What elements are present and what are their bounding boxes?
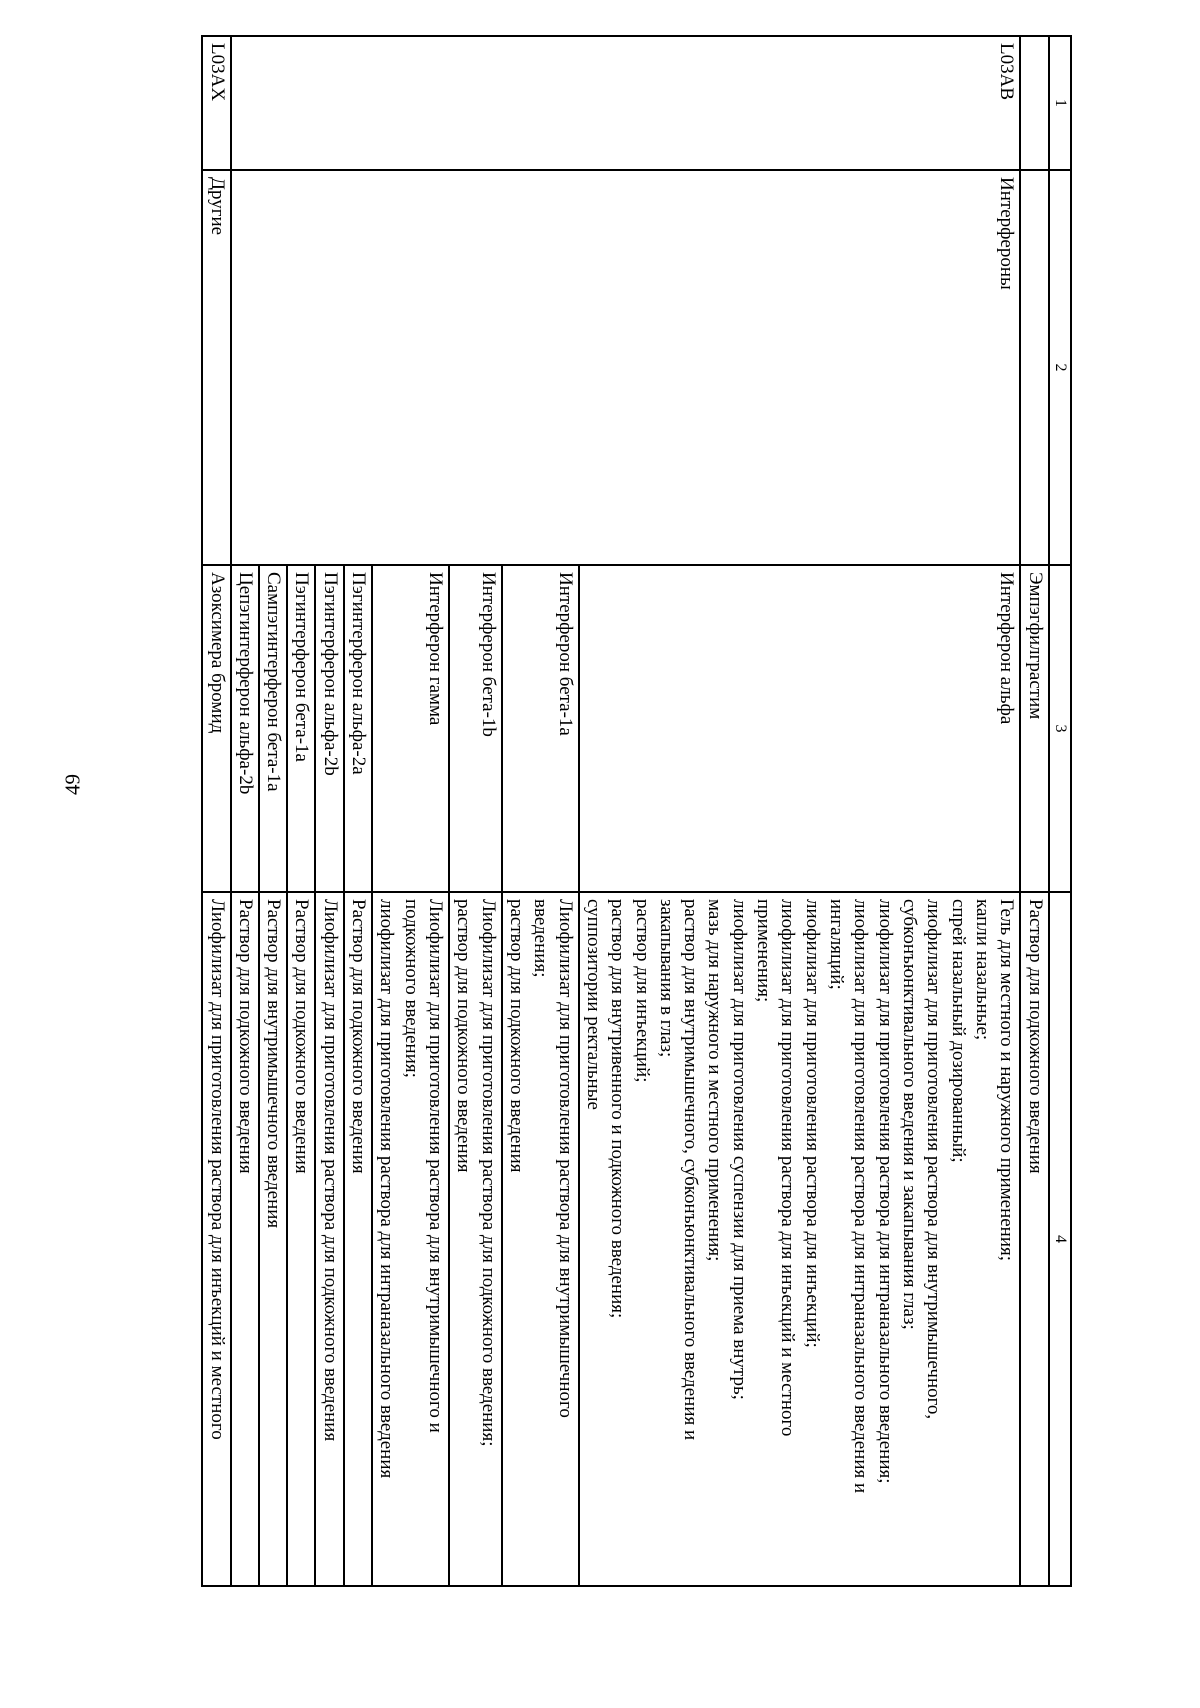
form-line: лиофилизат для приготовления суспензии для приема внутрь; bbox=[728, 899, 750, 1400]
header-col-2: 2 bbox=[1049, 170, 1071, 565]
form-line: Раствор для подкожного введения bbox=[1024, 899, 1046, 1174]
header-row bbox=[1049, 36, 1071, 1586]
form-line: Раствор для подкожного введения bbox=[234, 899, 256, 1174]
header-col-1: 1 bbox=[1049, 36, 1071, 170]
form-line: Гель для местного и наружного применения; bbox=[996, 899, 1018, 1262]
substance-cell: Интерферон гамма bbox=[372, 565, 449, 892]
form-line: лиофилизат для приготовления раствора для инъекций и местного bbox=[777, 899, 799, 1437]
substance-cell: Интерферон бета-1b bbox=[449, 565, 502, 892]
substance-cell: Азоксимера бромид bbox=[202, 565, 230, 892]
form-line: раствор для подкожного введения bbox=[505, 899, 527, 1173]
form-line: подкожного введения; bbox=[400, 899, 422, 1078]
form-line: раствор для внутримышечного, субконъюнктивального введения и bbox=[680, 899, 702, 1441]
form-line: суппозитории ректальные bbox=[582, 899, 604, 1110]
substance-cell: Пэгинтерферон альфа-2a bbox=[344, 565, 372, 892]
group-cell: Интерфероны bbox=[231, 170, 1021, 565]
table-row bbox=[202, 36, 230, 1586]
form-line: Раствор для подкожного введения bbox=[291, 899, 313, 1174]
substance-cell: Эмпэгфилграстим bbox=[1020, 565, 1048, 892]
page-number: 49 bbox=[60, 774, 85, 795]
substance-cell: Пэгинтерферон альфа-2b bbox=[315, 565, 343, 892]
form-line: Лиофилизат для приготовления раствора для внутримышечного и bbox=[425, 899, 447, 1433]
form-line: лиофилизат для приготовления раствора для интраназального введения bbox=[376, 899, 398, 1479]
form-line: лиофилизат для приготовления раствора для интраназального введения; bbox=[874, 899, 896, 1484]
form-line: ингаляций; bbox=[826, 899, 848, 990]
group-cell bbox=[1020, 170, 1048, 565]
form-line: Лиофилизат для приготовления раствора для подкожного введения bbox=[319, 899, 341, 1442]
substance-cell: Интерферон бета-1a bbox=[502, 565, 579, 892]
form-line: раствор для подкожного введения bbox=[453, 899, 475, 1173]
drug-table bbox=[201, 35, 1072, 1587]
form-line: лиофилизат для приготовления раствора для внутримышечного, bbox=[923, 899, 945, 1420]
table-row bbox=[579, 36, 1021, 1586]
form-line: Раствор для подкожного введения bbox=[348, 899, 370, 1174]
table-rotated-frame bbox=[107, 35, 1072, 1585]
forms-cell bbox=[259, 892, 287, 1586]
forms-cell bbox=[287, 892, 315, 1586]
form-line: спрей назальный дозированный; bbox=[947, 899, 969, 1163]
substance-cell: Интерферон альфа bbox=[579, 565, 1021, 892]
form-line: Лиофилизат для приготовления раствора для подкожного введения; bbox=[477, 899, 499, 1447]
substance-cell: Пэгинтерферон бета-1a bbox=[287, 565, 315, 892]
form-line: Лиофилизат для приготовления раствора для внутримышечного bbox=[554, 899, 576, 1418]
forms-cell bbox=[372, 892, 449, 1586]
forms-cell bbox=[231, 892, 259, 1586]
form-line: субконъюнктивального введения и закапывания глаз; bbox=[898, 899, 920, 1330]
atc-code-cell bbox=[1020, 36, 1048, 170]
atc-code-cell: L03AB bbox=[231, 36, 1021, 170]
forms-cell bbox=[502, 892, 579, 1586]
form-line: применения; bbox=[753, 899, 775, 1003]
form-line: раствор для внутривенного и подкожного введения; bbox=[607, 899, 629, 1319]
header-col-3: 3 bbox=[1049, 565, 1071, 892]
substance-cell: Сампэгинтерферон бета-1a bbox=[259, 565, 287, 892]
forms-cell bbox=[1020, 892, 1048, 1586]
atc-code-cell: L03AX bbox=[202, 36, 230, 170]
substance-cell: Цепэгинтерферон альфа-2b bbox=[231, 565, 259, 892]
form-line: раствор для инъекций; bbox=[631, 899, 653, 1083]
form-line: мазь для наружного и местного применения; bbox=[704, 899, 726, 1262]
group-cell: Другие bbox=[202, 170, 230, 565]
form-line: Лиофилизат для приготовления раствора для инъекций и местного bbox=[206, 899, 228, 1440]
form-line: лиофилизат для приготовления раствора для интраназального введения и bbox=[850, 899, 872, 1494]
form-line: Раствор для внутримышечного введения bbox=[263, 899, 285, 1229]
forms-cell bbox=[344, 892, 372, 1586]
forms-cell bbox=[449, 892, 502, 1586]
forms-cell bbox=[315, 892, 343, 1586]
table-row bbox=[1020, 36, 1048, 1586]
form-line: лиофилизат для приготовления раствора для инъекций; bbox=[801, 899, 823, 1348]
forms-cell bbox=[579, 892, 1021, 1586]
form-line: капли назальные; bbox=[971, 899, 993, 1041]
form-line: закапывания в глаз; bbox=[655, 899, 677, 1058]
header-col-4: 4 bbox=[1049, 892, 1071, 1586]
form-line: введения; bbox=[530, 899, 552, 978]
forms-cell bbox=[202, 892, 230, 1586]
